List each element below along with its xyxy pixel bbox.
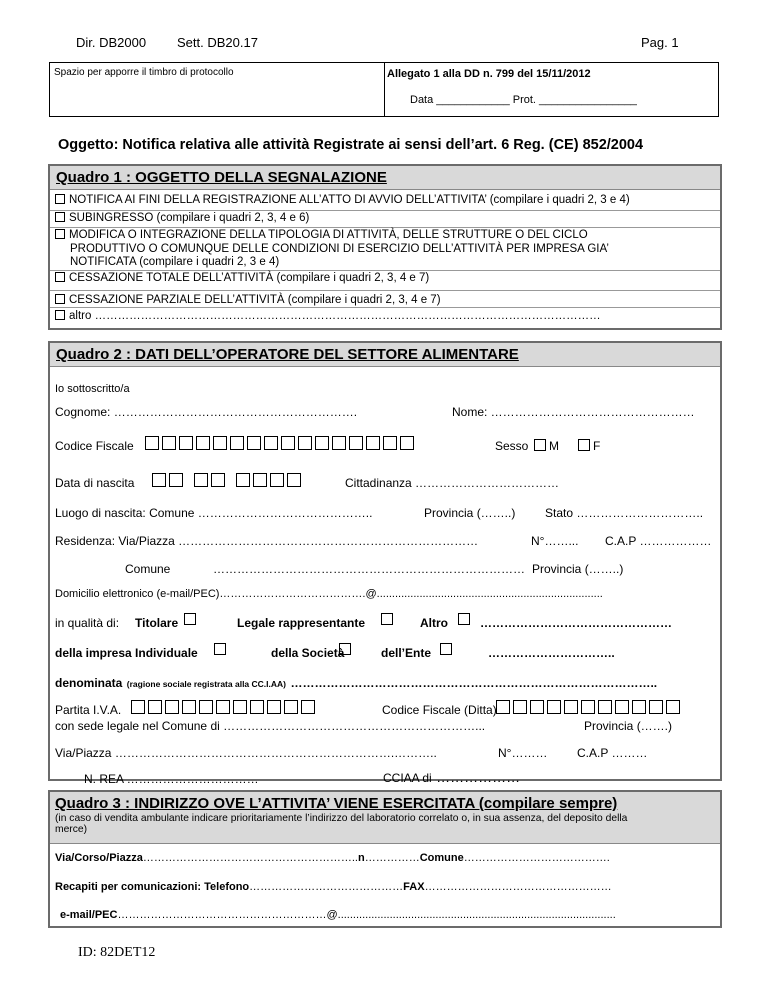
numero-label: n [357,852,365,864]
luogo-nascita-field[interactable]: Luogo di nascita: Comune …………………………………….. [55,506,373,520]
option-label-cont: NOTIFICATA (compilare i quadri 2, 3 e 4) [70,256,280,268]
sesso-f-checkbox[interactable] [578,439,590,451]
comune-field[interactable]: …………………………………. [463,852,610,864]
protocol-stamp-label: Spazio per apporre il timbro di protocollo [54,67,234,78]
legale-rappresentante-label: Legale rappresentante [237,616,366,630]
option-label: CESSAZIONE TOTALE DELL’ATTIVITÀ (compilare i quadri 2, 3, 4 e 7) [69,272,430,284]
residenza-cap-field[interactable]: C.A.P ……………… [605,534,712,548]
data-nascita-boxes[interactable] [152,472,304,490]
document-id: ID: 82DET12 [78,945,156,960]
io-sottoscritto: Io sottoscritto/a [55,383,130,395]
email-label: e-mail/PEC [60,909,118,921]
residenza-numero-field[interactable]: N°……... [531,534,579,548]
checkbox-icon[interactable] [55,272,65,282]
option-modifica[interactable] [50,228,720,271]
denominata-field[interactable]: ……………………………………………………………………………….. [290,676,658,690]
page-number: Pag. 1 [641,35,679,50]
option-altro[interactable] [50,308,720,326]
checkbox-icon[interactable] [55,229,65,239]
checkbox-icon[interactable] [55,310,65,320]
cciaa-label: CCIAA di [383,771,432,785]
indirizzo-row [55,852,610,864]
sede-provincia-field[interactable]: Provincia (…….) [584,719,673,733]
ente-label: dell’Ente [381,646,432,660]
sesso-f-label: F [593,439,601,453]
protocol-stamp-box [49,62,385,117]
telefono-field[interactable]: …………………………………… [249,881,404,893]
partita-iva-boxes[interactable] [131,699,318,717]
quadro1-section [48,164,722,330]
stato-field[interactable]: Stato ………………………….. [545,506,704,520]
residenza-field[interactable]: Residenza: Via/Piazza ………………………………………………………………… [55,534,479,548]
cf-ditta-label: Codice Fiscale (Ditta) [382,703,497,717]
cf-ditta-boxes[interactable] [496,699,683,717]
option-label: SUBINGRESSO (compilare i quadri 2, 3, 4 e 6) [69,212,310,224]
email-row [60,909,616,921]
societa-label: della Società [271,646,345,660]
data-prot-line: Data ____________ Prot. ________________ [410,94,637,106]
quadro2-title: Quadro 2 : DATI DELL’OPERATORE DEL SETTORE ALIMENTARE [50,343,720,367]
ente-checkbox[interactable] [440,643,452,655]
cciaa-row[interactable] [383,769,520,787]
fax-field[interactable]: …………………………………………… [424,881,612,893]
denominata-row [55,674,657,692]
option-cessazione-totale[interactable] [50,271,720,291]
altro-label: Altro [420,616,448,630]
option-notifica[interactable] [50,190,720,211]
oggetto-title: Oggetto: Notifica relativa alle attività Registrate ai sensi dell’art. 6 Reg. (CE) 852/2004 [58,137,644,153]
option-label: MODIFICA O INTEGRAZIONE DELLA TIPOLOGIA DI ATTIVITÀ, DELLE STRUTTURE O DEL CICLO [69,229,588,241]
quadro1-title: Quadro 1 : OGGETTO DELLA SEGNALAZIONE [50,166,720,190]
numero-field[interactable]: …………… [364,852,420,864]
quadro3-title: Quadro 3 : INDIRIZZO OVE L’ATTIVITA’ VIENE ESERCITATA (compilare sempre) [55,795,618,812]
cciaa-field[interactable]: ……………… [436,769,521,785]
impresa-individuale-label: della impresa Individuale [55,646,198,660]
via-piazza-field[interactable]: Via/Piazza …………………………………………………………….……….. [55,746,437,760]
societa-checkbox[interactable] [339,643,351,655]
comune-label: Comune [125,562,171,576]
altro-checkbox[interactable] [458,613,470,625]
sesso-label: Sesso [495,439,529,453]
header-dir: Dir. DB2000 [76,35,147,50]
provincia-nascita-field[interactable]: Provincia (……..) [424,506,516,520]
cittadinanza-field[interactable]: Cittadinanza ……………………………… [345,476,560,490]
titolare-label: Titolare [135,616,179,630]
domicilio-elettronico-field[interactable]: Domicilio elettronico (e-mail/PEC)………………………………….@.......................................................................... [55,588,603,600]
partita-iva-label: Partita I.V.A. [55,703,122,717]
denominata-label: denominata [55,676,123,690]
option-label: CESSAZIONE PARZIALE DELL’ATTIVITÀ (compilare i quadri 2, 3, 4 e 7) [69,294,441,306]
option-label: altro …………………………………………………………………………………………………………………… [69,310,601,322]
checkbox-icon[interactable] [55,294,65,304]
email-field[interactable]: …………………………………………………@........................................................................................... [117,909,616,921]
sesso-m-checkbox[interactable] [534,439,546,451]
in-qualita-label: in qualità di: [55,616,120,630]
checkbox-icon[interactable] [55,212,65,222]
option-label: NOTIFICA AI FINI DELLA REGISTRAZIONE ALL’ATTO DI AVVIO DELL’ATTIVITA’ (compilare i quadri 2, 3 e 4) [69,194,630,206]
cognome-field[interactable]: Cognome: ……………………………………………………. [55,405,358,419]
legale-checkbox[interactable] [381,613,393,625]
sesso-m-label: M [549,439,559,453]
fax-label: FAX [403,881,425,893]
allegato-box [384,62,719,117]
recapiti-row [55,881,612,893]
checkbox-icon[interactable] [55,194,65,204]
sede-cap-field[interactable]: C.A.P ……… [577,746,648,760]
impresa-checkbox[interactable] [214,643,226,655]
allegato-title: Allegato 1 alla DD n. 799 del 15/11/2012 [387,68,591,80]
option-cessazione-parziale[interactable] [50,291,720,308]
nome-field[interactable]: Nome: …………………………………………… [452,405,695,419]
quadro3-note-cont: merce) [55,824,88,835]
ente-field[interactable]: ………………………….. [488,646,615,660]
comune-field[interactable]: …………………………………………………………………… [213,562,525,576]
via-corso-field[interactable]: ………………………………………………….. [142,852,358,864]
comune-label: Comune [419,852,464,864]
recapiti-label: Recapiti per comunicazioni: Telefono [55,881,250,893]
quadro3-header [50,792,720,844]
sede-numero-field[interactable]: N°……… [498,746,548,760]
sede-legale-field[interactable]: con sede legale nel Comune di ………………………………………………………... [55,719,486,733]
header-sett: Sett. DB20.17 [177,35,258,50]
rea-field[interactable]: N. REA …………………………… [84,772,259,786]
denominata-note: (ragione sociale registrata alla CC.I.AA) [126,679,286,689]
provincia-residenza-field[interactable]: Provincia (……..) [532,562,624,576]
codice-fiscale-label: Codice Fiscale [55,439,134,453]
altro-field[interactable]: ………………………………………… [480,616,672,630]
titolare-checkbox[interactable] [184,613,196,625]
codice-fiscale-boxes[interactable] [145,435,417,453]
option-label-cont: PRODUTTIVO O COMUNQUE DELLE CONDIZIONI DI ESERCIZIO DELL’ATTIVITÀ PER IMPRESA GIA’ [70,242,609,255]
via-corso-label: Via/Corso/Piazza [55,852,143,864]
data-nascita-label: Data di nascita [55,476,135,490]
option-subingresso[interactable] [50,211,720,228]
quadro3-note: (in caso di vendita ambulante indicare prioritariamente l’indirizzo del laboratorio correlato o, in sua assenza, del deposito della [55,813,628,824]
